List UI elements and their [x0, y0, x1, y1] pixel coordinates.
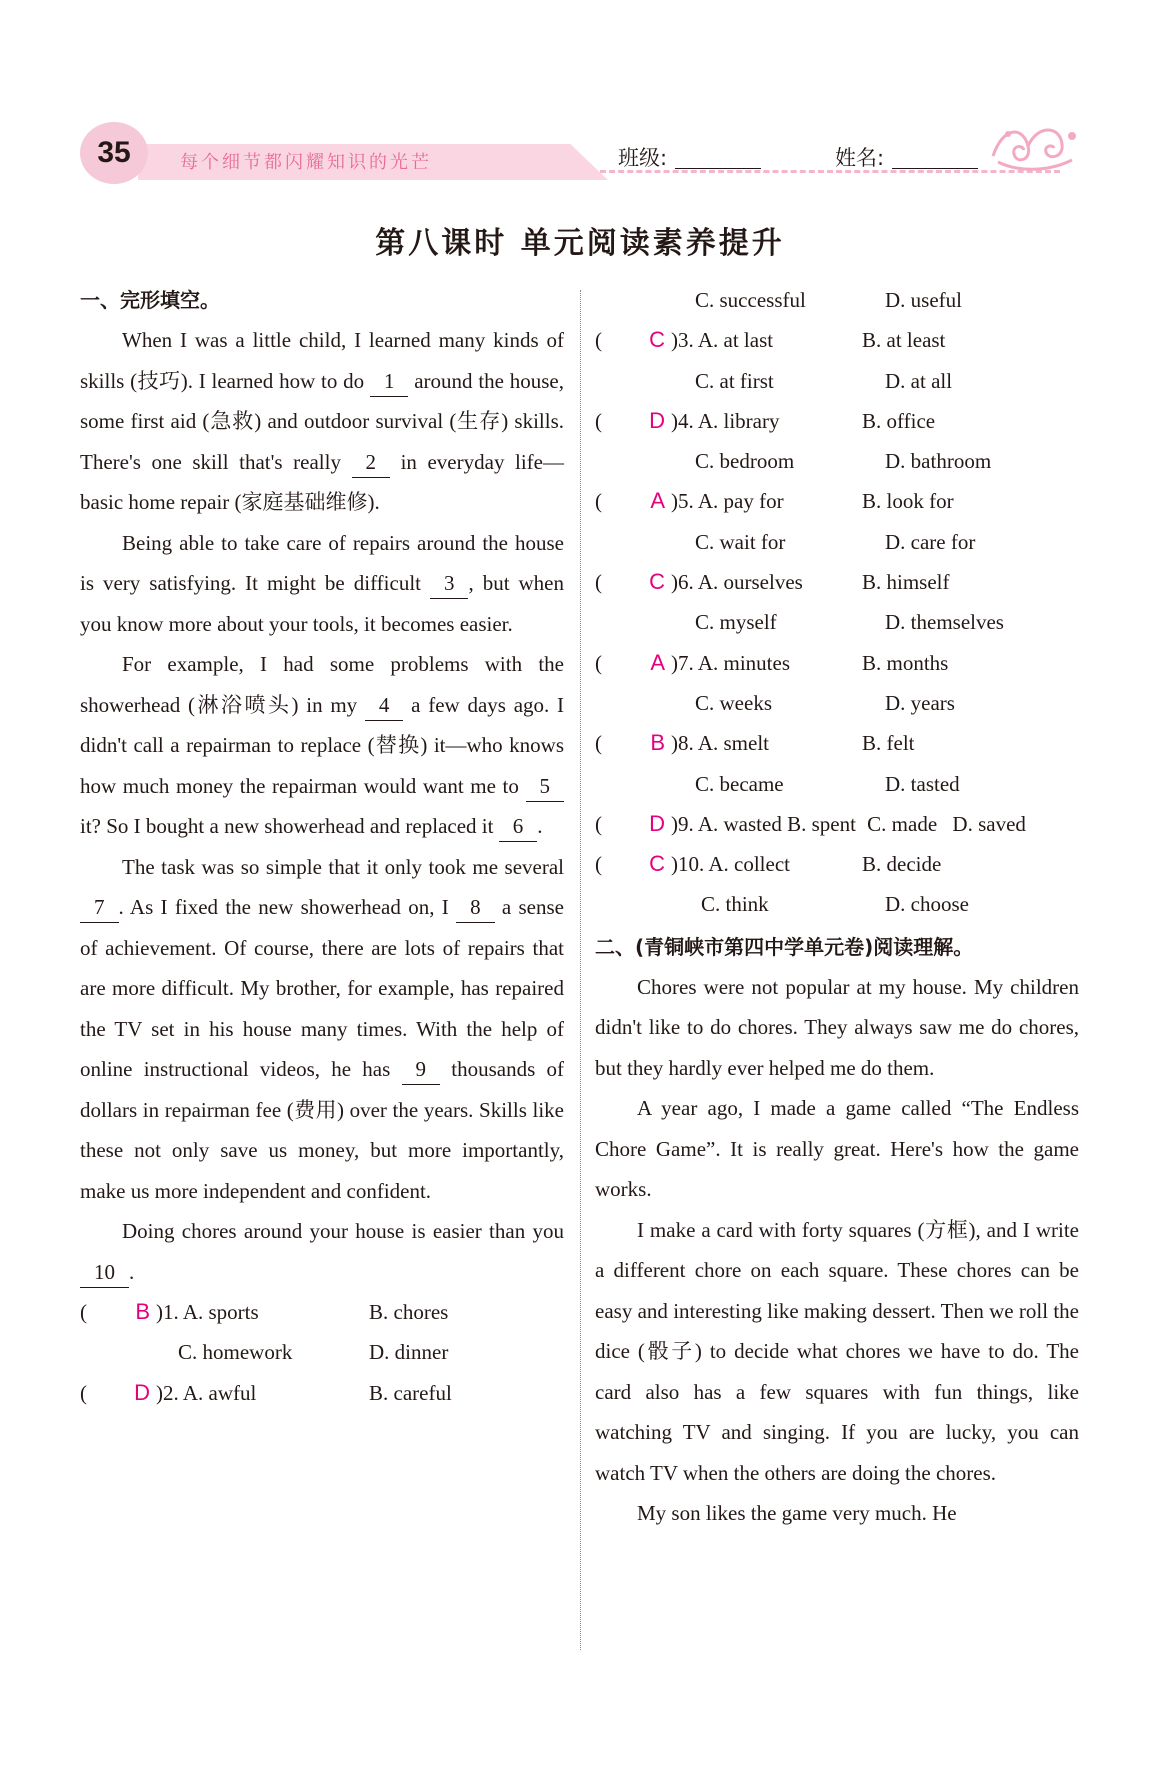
blank-2[interactable]: 2: [352, 447, 391, 478]
question-row-cd: [80, 1332, 564, 1372]
option-a: A. wasted: [697, 811, 782, 836]
text-segment: For example, I had some problems with the showerhead (淋浴喷头) in my: [80, 652, 564, 717]
paren-open: (: [595, 408, 602, 433]
paren-open: (: [595, 328, 602, 353]
text-segment: The task was so simple that it only took me several: [122, 854, 564, 879]
question-number: )6.: [671, 570, 694, 595]
option-d: D. themselves: [885, 610, 1004, 635]
question-10-cd: [595, 884, 1079, 924]
option-a: A. ourselves: [697, 570, 803, 595]
question-row-cd: [595, 522, 1079, 562]
blank-9[interactable]: 9: [402, 1054, 441, 1085]
answer-mark: D: [649, 810, 665, 836]
question-row-cd: [595, 441, 1079, 481]
question-number: )8.: [671, 731, 694, 756]
option-a: A. pay for: [697, 489, 784, 514]
answer-mark: C: [649, 569, 665, 595]
text-segment: . As I fixed the new showerhead on, I: [118, 895, 457, 919]
question-row-cd: [595, 361, 1079, 401]
option-a: A. sports: [182, 1300, 259, 1324]
text-segment: When I was a little child, I learned many kinds of skills (技巧). I learned how to do: [80, 328, 564, 393]
option-c: C. think: [701, 892, 769, 917]
questions-right: [595, 320, 1079, 804]
name-blank[interactable]: [892, 168, 978, 169]
answer-mark: C: [649, 851, 665, 877]
text-segment: , but when you know more about your tools, it becomes easier.: [80, 571, 564, 636]
blank-10[interactable]: 10: [80, 1257, 129, 1288]
question-row-cd: [595, 602, 1079, 642]
option-b: B. office: [862, 408, 936, 433]
option-a: A. collect: [708, 852, 790, 877]
option-d: D. at all: [885, 368, 953, 393]
text-segment: .: [537, 814, 543, 838]
option-c: C. myself: [695, 610, 777, 635]
option-d: D. years: [885, 690, 955, 715]
option-b: B. felt: [862, 731, 915, 756]
blank-5[interactable]: 5: [526, 771, 565, 802]
option-c: C. bedroom: [695, 449, 795, 474]
paren-open: (: [595, 650, 602, 675]
question-row: [595, 320, 1079, 360]
page-header: [80, 118, 1080, 186]
option-a: A. awful: [182, 1380, 257, 1405]
option-c: C. became: [695, 771, 784, 796]
question-number: )1.: [156, 1300, 179, 1324]
answer-mark: D: [649, 407, 665, 433]
option-b: B. careful: [369, 1380, 452, 1405]
option-a: A. minutes: [697, 650, 791, 675]
option-c: C. at first: [695, 368, 774, 393]
class-field: [618, 142, 761, 172]
class-blank[interactable]: [675, 168, 761, 169]
answer-mark: A: [650, 488, 665, 514]
option-c: C. weeks: [695, 690, 772, 715]
question-row: [595, 481, 1079, 521]
paren-open: (: [80, 1300, 87, 1324]
questions-left: [80, 1292, 564, 1413]
text-segment: Being able to take care of repairs around the house is very satisfying. It might be difficult: [80, 530, 564, 595]
option-d: D. care for: [885, 529, 976, 554]
section1-heading: 一、完形填空。: [80, 288, 220, 312]
paren-open: (: [595, 489, 602, 514]
cloze-paragraph: [80, 847, 564, 1212]
cloze-paragraph: [80, 1211, 564, 1292]
option-a: A. at last: [697, 328, 774, 353]
option-d: D. useful: [885, 288, 962, 312]
question-number: )3.: [671, 328, 694, 353]
question-number: )5.: [671, 489, 694, 514]
paren-open: (: [595, 852, 602, 877]
answer-mark: C: [649, 327, 665, 353]
lesson-title: 第八课时 单元阅读素养提升: [375, 226, 785, 261]
question-10: [595, 844, 1079, 884]
text-segment: thousands of dollars in repairman fee (费用) over the years. Skills like these not only save us money, but more importantly, make us more independent and confident.: [80, 1057, 564, 1203]
blank-3[interactable]: 3: [430, 568, 469, 599]
left-column: [80, 280, 564, 1413]
question-row-cd: [595, 764, 1079, 804]
blank-4[interactable]: 4: [365, 690, 404, 721]
option-b: B. look for: [862, 489, 954, 514]
option-d: D. choose: [885, 892, 969, 917]
reading-paragraph: Chores were not popular at my house. My children didn't like to do chores. They always saw me do chores, but they hardly ever helped me do them.: [595, 974, 1079, 1080]
class-label: 班级:: [618, 146, 668, 170]
option-c: C. wait for: [695, 529, 786, 554]
blank-1[interactable]: 1: [370, 366, 409, 397]
text-segment: around the house, some first aid (急救) and outdoor survival (生存) skills. There's one skill that's really: [80, 368, 564, 474]
paren-open: (: [595, 811, 602, 836]
option-b: B. chores: [369, 1300, 449, 1324]
cloze-paragraph: [80, 523, 564, 645]
option-a: A. library: [697, 408, 780, 433]
answer-mark: D: [134, 1379, 150, 1405]
question-number: )7.: [671, 650, 694, 675]
blank-8[interactable]: 8: [456, 892, 495, 923]
option-d: D. bathroom: [885, 449, 992, 474]
answer-mark: B: [135, 1299, 150, 1324]
option-d: D. saved: [952, 811, 1026, 836]
option-d: D. dinner: [369, 1340, 449, 1365]
paren-open: (: [80, 1380, 87, 1405]
paren-open: (: [595, 570, 602, 595]
cloze-passage: [80, 320, 564, 1292]
text-segment: a sense of achievement. Of course, there are lots of repairs that are more difficult. My brother, for example, has repaired the TV set in his house many times. With the help of online instructional videos, he has: [80, 895, 564, 1081]
question-row-cd: [595, 683, 1079, 723]
question-row: [595, 723, 1079, 763]
question-row: [595, 562, 1079, 602]
answer-mark: A: [650, 649, 665, 675]
option-b: B. months: [862, 650, 949, 675]
reading-passage: [595, 967, 1079, 1534]
paren-open: (: [595, 731, 602, 756]
question-row: [595, 643, 1079, 683]
question-number: )4.: [671, 408, 694, 433]
option-b: B. himself: [862, 570, 950, 595]
section2-heading: 二、(青铜峡市第四中学单元卷)阅读理解。: [595, 934, 974, 959]
name-label: 姓名:: [835, 146, 885, 170]
text-segment: Doing chores around your house is easier than you: [122, 1219, 564, 1243]
option-b: B. decide: [862, 852, 942, 877]
reading-paragraph: I make a card with forty squares (方框), and I write a different chore on each square. These chores can be easy and interesting like making dessert. Then we roll the dice (骰子) to decide what chores we have to do. The card also has a few squares with fun things, like watching TV and singing. If you are lucky, you can watch TV when the others are doing the chores.: [595, 1217, 1079, 1485]
question-row: [80, 1373, 564, 1413]
blank-7[interactable]: 7: [80, 892, 119, 923]
column-divider: [580, 290, 581, 1650]
text-segment: in everyday life—basic home repair (家庭基础维修).: [80, 449, 564, 514]
blank-6[interactable]: 6: [499, 811, 538, 842]
name-field: [835, 142, 978, 172]
option-b: B. spent: [787, 811, 856, 836]
option-d: D. tasted: [885, 771, 960, 796]
reading-paragraph: A year ago, I made a game called “The Endless Chore Game”. It is really great. Here's how the game works.: [595, 1096, 1079, 1202]
option-c: C. made: [867, 811, 938, 836]
question-number: )2.: [156, 1380, 179, 1405]
flourish-ornament-icon: [988, 116, 1080, 178]
question-row: [595, 401, 1079, 441]
question-number: )10.: [671, 852, 705, 877]
cloze-paragraph: [80, 320, 564, 523]
question-row: [80, 1292, 564, 1332]
cloze-paragraph: [80, 644, 564, 847]
text-segment: it? So I bought a new showerhead and replaced it: [80, 814, 499, 838]
question-number: )9.: [671, 811, 694, 836]
option-b: B. at least: [862, 328, 946, 353]
option-c: C. homework: [178, 1340, 293, 1365]
option-c: C. successful: [695, 288, 806, 312]
page-number: 35: [80, 122, 148, 184]
reading-paragraph: My son likes the game very much. He: [637, 1501, 957, 1526]
answer-mark: B: [650, 730, 665, 756]
question-2-cd: [595, 280, 1079, 320]
text-segment: .: [129, 1259, 135, 1284]
text-segment: a few days ago. I didn't call a repairman to replace (替换) it—who knows how much money the repairman would want me to: [80, 692, 565, 798]
right-column: [595, 280, 1079, 1534]
slogan: 每个细节都闪耀知识的光芒: [180, 152, 432, 173]
question-9: [595, 804, 1079, 844]
option-a: A. smelt: [697, 731, 770, 756]
